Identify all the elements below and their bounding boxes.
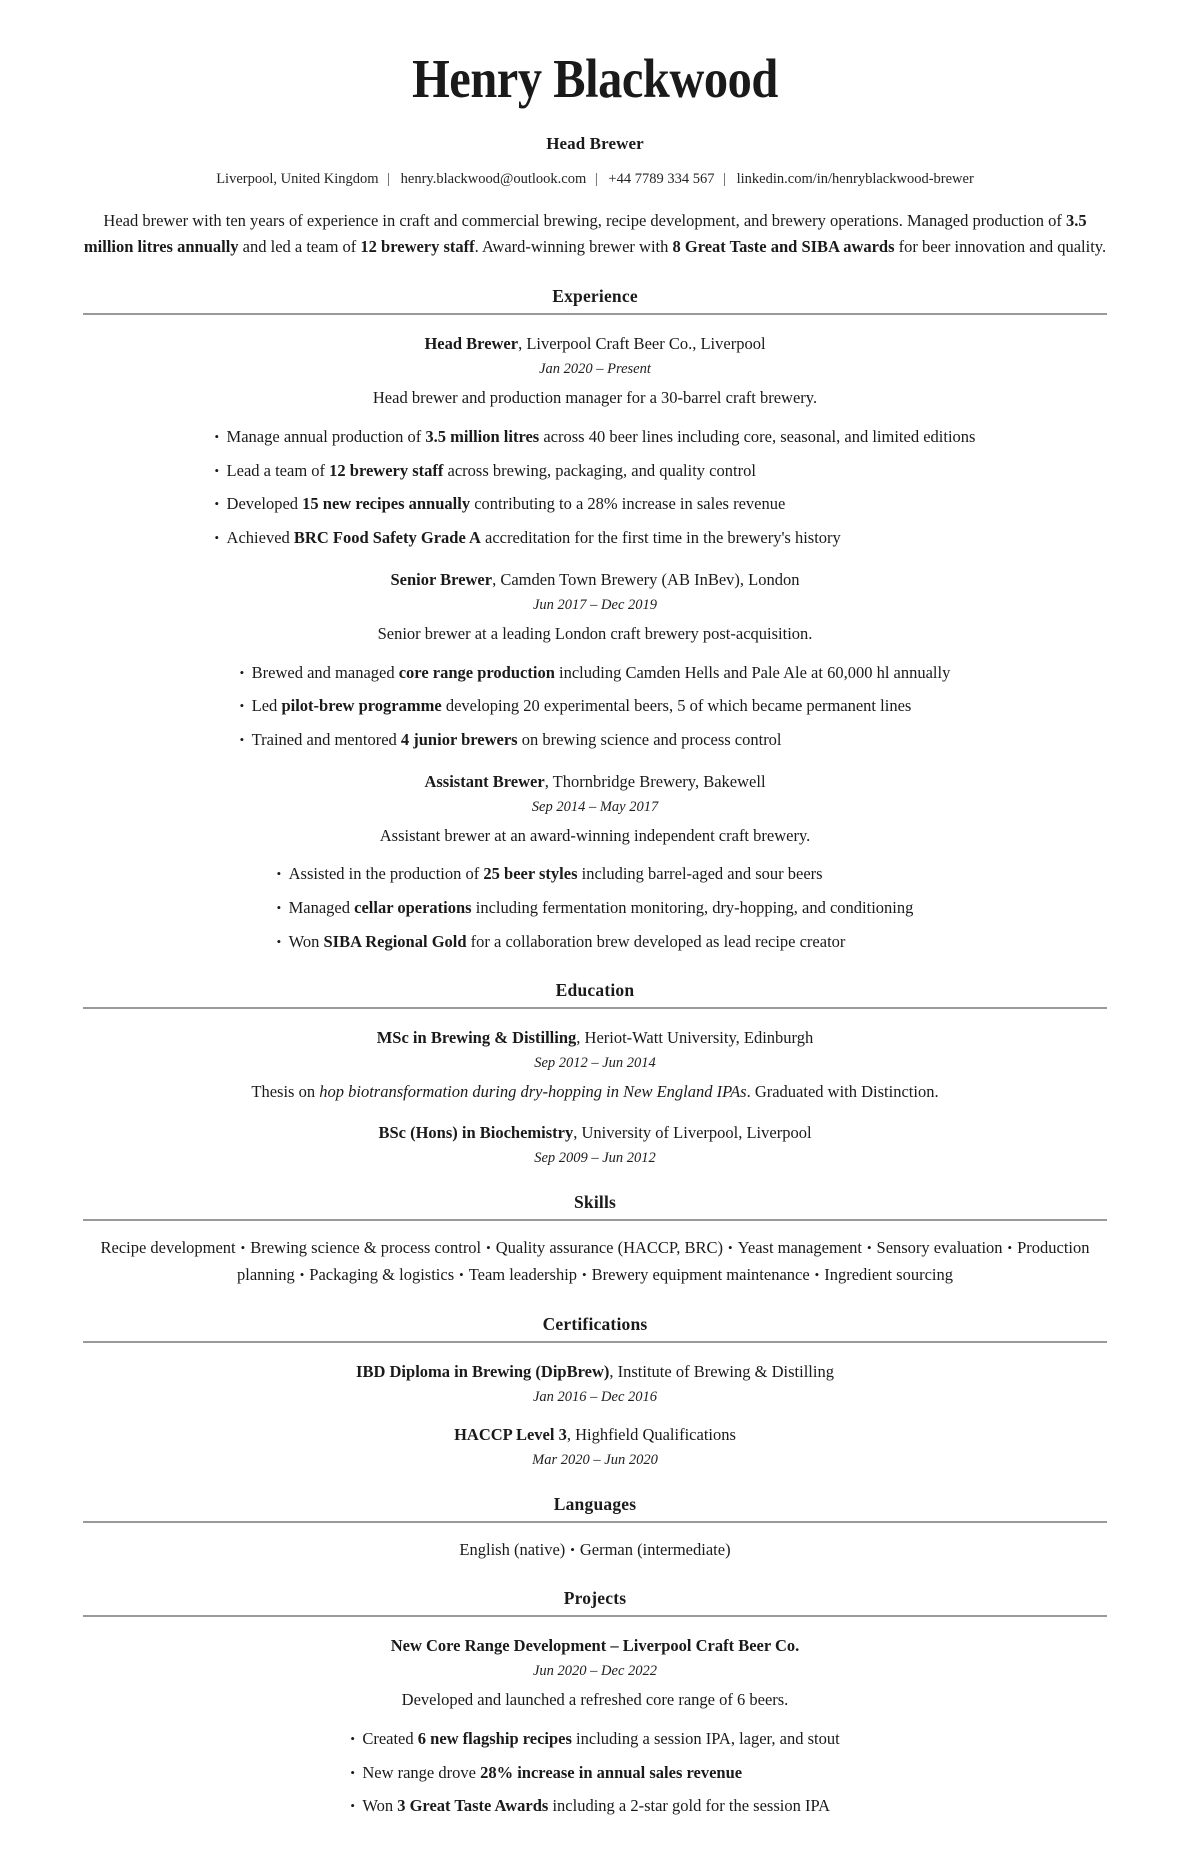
bullet-icon: •	[214, 462, 220, 478]
inline-list-item: Packaging & logistics	[309, 1265, 455, 1285]
entry-role: Senior Brewer	[390, 569, 493, 589]
entry-title	[83, 568, 1107, 592]
entry-role: MSc in Brewing & Distilling	[376, 1027, 577, 1047]
entry-organisation: , Highfield Qualifications	[566, 1424, 736, 1444]
bullet-item	[350, 1794, 839, 1819]
contact-line	[83, 171, 1107, 188]
plain-text: Thesis on	[251, 1081, 320, 1101]
section-divider	[83, 1341, 1107, 1343]
contact-linkedin[interactable]: linkedin.com/in/henryblackwood-brewer	[736, 170, 974, 187]
plain-text: including fermentation monitoring, dry-hopping, and conditioning	[471, 898, 914, 918]
highlight-text: BRC Food Safety Grade A	[293, 528, 481, 548]
plain-text: Developed	[226, 494, 303, 514]
inline-bullet-icon: •	[459, 1267, 464, 1283]
inline-list-item: English (native)	[459, 1539, 566, 1559]
bullet-item	[277, 930, 914, 955]
bullet-list	[215, 425, 976, 551]
entry	[83, 1121, 1107, 1167]
section-title-experience: Experience	[552, 286, 638, 307]
inline-list-item: Ingredient sourcing	[824, 1265, 953, 1285]
entry-role: IBD Diploma in Brewing (DipBrew)	[356, 1361, 610, 1381]
entry-role: BSc (Hons) in Biochemistry	[378, 1123, 574, 1143]
section-certifications	[83, 1314, 1107, 1469]
entry-date: Sep 2009 – Jun 2012	[534, 1150, 656, 1167]
entry-title	[83, 1634, 1107, 1658]
entry-role: Assistant Brewer	[424, 771, 545, 791]
emphasis-text: hop biotransformation during dry-hopping in New England IPAs	[319, 1081, 747, 1101]
bullet-icon: •	[239, 732, 245, 748]
bullet-item	[277, 896, 914, 930]
plain-text: Created	[362, 1728, 418, 1748]
plain-text: including a session IPA, lager, and stout	[571, 1728, 840, 1748]
candidate-name: Henry Blackwood	[412, 48, 778, 109]
bullet-item	[240, 728, 951, 753]
contact-phone[interactable]: +44 7789 334 567	[608, 170, 715, 187]
inline-list-item: Recipe development	[100, 1238, 236, 1258]
plain-text: including Camden Hells and Pale Ale at 60,000 hl annually	[554, 662, 951, 682]
inline-bullet-icon: •	[866, 1240, 872, 1256]
highlight-text: 15 new recipes annually	[302, 494, 471, 514]
bullet-icon: •	[239, 664, 245, 680]
inline-list-languages	[83, 1537, 1107, 1564]
inline-bullet-icon: •	[299, 1267, 305, 1283]
bullet-item	[350, 1761, 839, 1795]
section-skills	[83, 1192, 1107, 1288]
inline-list-item: German (intermediate)	[579, 1539, 731, 1559]
inline-bullet-icon: •	[570, 1541, 575, 1557]
highlight-text: 4 junior brewers	[400, 730, 518, 750]
section-title-languages: Languages	[553, 1493, 637, 1514]
highlight-text: 25 beer styles	[483, 864, 578, 884]
plain-text: and led a team of	[238, 237, 361, 257]
section-projects	[83, 1588, 1107, 1819]
inline-list-skills	[83, 1235, 1107, 1288]
highlight-text: SIBA Regional Gold	[323, 931, 467, 951]
bullet-icon: •	[276, 866, 282, 882]
entry	[83, 1360, 1107, 1406]
entry-description: Head brewer and production manager for a 30-barrel craft brewery.	[372, 388, 818, 408]
highlight-text: 6 new flagship recipes	[417, 1728, 572, 1748]
entry-description	[83, 1080, 1107, 1105]
section-divider	[83, 1007, 1107, 1009]
entry-organisation: , Thornbridge Brewery, Bakewell	[544, 771, 766, 791]
highlight-text: core range production	[398, 662, 555, 682]
section-experience	[83, 286, 1107, 955]
entry-date: Jun 2017 – Dec 2019	[532, 596, 658, 613]
bullet-item	[215, 425, 976, 459]
section-education	[83, 980, 1107, 1168]
bullet-item	[215, 459, 976, 493]
entry-date: Jun 2020 – Dec 2022	[532, 1663, 658, 1680]
plain-text: Manage annual production of	[226, 426, 426, 446]
contact-separator: |	[387, 170, 391, 187]
plain-text: Achieved	[226, 528, 294, 548]
plain-text: including a 2-star gold for the session IPA	[548, 1796, 831, 1816]
plain-text: Head brewer with ten years of experience in craft and commercial brewing, recipe development, and brewery operations. Managed production of	[103, 210, 1066, 230]
entry-role: New Core Range Development – Liverpool Craft Beer Co.	[390, 1636, 800, 1656]
plain-text: Trained and mentored	[251, 730, 401, 750]
entry-role: HACCP Level 3	[454, 1424, 567, 1444]
highlight-text: 8 Great Taste and SIBA awards	[672, 237, 895, 257]
entry-title	[83, 1423, 1107, 1447]
bullet-item	[350, 1727, 839, 1761]
bullet-icon: •	[276, 933, 282, 949]
entry-title	[83, 332, 1107, 356]
plain-text: contributing to a 28% increase in sales revenue	[470, 494, 786, 514]
resume-sections	[83, 286, 1107, 1819]
entry-date: Jan 2016 – Dec 2016	[532, 1388, 658, 1405]
plain-text: Led	[251, 696, 282, 716]
bullet-list	[350, 1727, 839, 1819]
section-languages	[83, 1494, 1107, 1564]
inline-bullet-icon: •	[814, 1267, 820, 1283]
entry	[83, 332, 1107, 551]
bullet-icon: •	[350, 1764, 355, 1780]
section-divider	[83, 1521, 1107, 1523]
inline-list-item: Brewery equipment maintenance	[591, 1265, 810, 1285]
section-title-education: Education	[555, 979, 635, 1000]
plain-text: Lead a team of	[226, 460, 330, 480]
entry-date: Sep 2012 – Jun 2014	[534, 1054, 656, 1071]
bullet-item	[240, 694, 951, 728]
plain-text: . Award-winning brewer with	[474, 237, 673, 257]
entry-date: Jan 2020 – Present	[539, 361, 651, 378]
plain-text: Won	[288, 931, 324, 951]
plain-text: New range drove	[362, 1762, 481, 1782]
professional-summary	[83, 208, 1107, 261]
entry-title	[83, 1026, 1107, 1050]
inline-bullet-icon: •	[582, 1267, 587, 1283]
highlight-text: pilot-brew programme	[281, 696, 442, 716]
highlight-text: 3.5 million litres	[425, 426, 540, 446]
plain-text: including barrel-aged and sour beers	[577, 864, 823, 884]
entry-organisation: , Institute of Brewing & Distilling	[609, 1361, 834, 1381]
bullet-list	[240, 661, 951, 753]
inline-list-item: Team leadership	[468, 1265, 578, 1285]
plain-text: on brewing science and process control	[517, 730, 782, 750]
bullet-icon: •	[350, 1730, 355, 1746]
bullet-icon: •	[239, 698, 245, 714]
inline-list-item: Brewing science & process control	[250, 1238, 482, 1258]
inline-list-item: Yeast management	[737, 1238, 862, 1258]
entry-organisation: , Camden Town Brewery (AB InBev), London	[492, 569, 800, 589]
plain-text: for beer innovation and quality.	[894, 237, 1107, 257]
bullet-icon: •	[350, 1798, 355, 1814]
section-divider	[83, 313, 1107, 315]
bullet-item	[215, 492, 976, 526]
plain-text: across brewing, packaging, and quality control	[443, 460, 756, 480]
entry-organisation: , Liverpool Craft Beer Co., Liverpool	[518, 334, 766, 354]
highlight-text: 12 brewery staff	[329, 460, 444, 480]
entry-date: Sep 2014 – May 2017	[531, 798, 659, 815]
entry-date: Mar 2020 – Jun 2020	[532, 1451, 658, 1468]
bullet-list	[277, 862, 914, 954]
entry-title	[83, 770, 1107, 794]
section-title-certifications: Certifications	[542, 1313, 648, 1334]
entry	[83, 568, 1107, 753]
section-title-projects: Projects	[563, 1588, 627, 1609]
inline-bullet-icon: •	[728, 1240, 733, 1256]
plain-text: Assisted in the production of	[288, 864, 484, 884]
highlight-text: 28% increase in annual sales revenue	[480, 1762, 743, 1782]
entry-description: Developed and launched a refreshed core range of 6 beers.	[401, 1690, 789, 1710]
entry-title	[83, 1360, 1107, 1384]
plain-text: Won	[362, 1796, 398, 1816]
bullet-icon: •	[214, 428, 220, 444]
bullet-icon: •	[214, 496, 220, 512]
bullet-item	[277, 862, 914, 896]
bullet-icon: •	[276, 900, 282, 916]
inline-list-item: Sensory evaluation	[876, 1238, 1003, 1258]
inline-list-item: Quality assurance (HACCP, BRC)	[495, 1238, 724, 1258]
entry-title	[83, 1121, 1107, 1145]
bullet-item	[240, 661, 951, 695]
entry-role: Head Brewer	[424, 334, 519, 354]
plain-text: Managed	[288, 898, 355, 918]
contact-separator: |	[723, 170, 726, 187]
entry	[83, 770, 1107, 955]
highlight-text: cellar operations	[354, 898, 472, 918]
plain-text: accreditation for the first time in the brewery's history	[480, 528, 841, 548]
section-divider	[83, 1615, 1107, 1617]
contact-separator: |	[594, 170, 598, 187]
inline-bullet-icon: •	[1007, 1240, 1013, 1256]
entry-description: Senior brewer at a leading London craft brewery post-acquisition.	[377, 623, 813, 643]
plain-text: across 40 beer lines including core, seasonal, and limited editions	[539, 426, 976, 446]
contact-email[interactable]: henry.blackwood@outlook.com	[400, 170, 587, 187]
entry-description: Assistant brewer at an award-winning independent craft brewery.	[379, 825, 811, 845]
contact-location: Liverpool, United Kingdom	[216, 170, 379, 187]
highlight-text: 3.5 million litres annually	[83, 210, 1087, 257]
highlight-text: 3 Great Taste Awards	[397, 1796, 549, 1816]
plain-text: Brewed and managed	[251, 662, 399, 682]
plain-text: . Graduated with Distinction.	[746, 1081, 939, 1101]
entry	[83, 1423, 1107, 1469]
entry	[83, 1634, 1107, 1819]
candidate-headline: Head Brewer	[546, 133, 644, 153]
resume-header	[83, 44, 1107, 261]
entry	[83, 1026, 1107, 1105]
inline-bullet-icon: •	[240, 1240, 246, 1256]
inline-bullet-icon: •	[486, 1240, 491, 1256]
plain-text: developing 20 experimental beers, 5 of which became permanent lines	[441, 696, 912, 716]
entry-organisation: , Heriot-Watt University, Edinburgh	[576, 1027, 814, 1047]
resume-content	[83, 44, 1107, 1819]
entry-organisation: , University of Liverpool, Liverpool	[573, 1123, 812, 1143]
section-title-skills: Skills	[573, 1192, 617, 1213]
bullet-item	[215, 526, 976, 551]
inline-list-item: Production planning	[236, 1238, 1090, 1285]
plain-text: for a collaboration brew developed as lead recipe creator	[466, 931, 846, 951]
section-divider	[83, 1219, 1107, 1221]
highlight-text: 12 brewery staff	[360, 237, 475, 257]
bullet-icon: •	[214, 530, 220, 546]
